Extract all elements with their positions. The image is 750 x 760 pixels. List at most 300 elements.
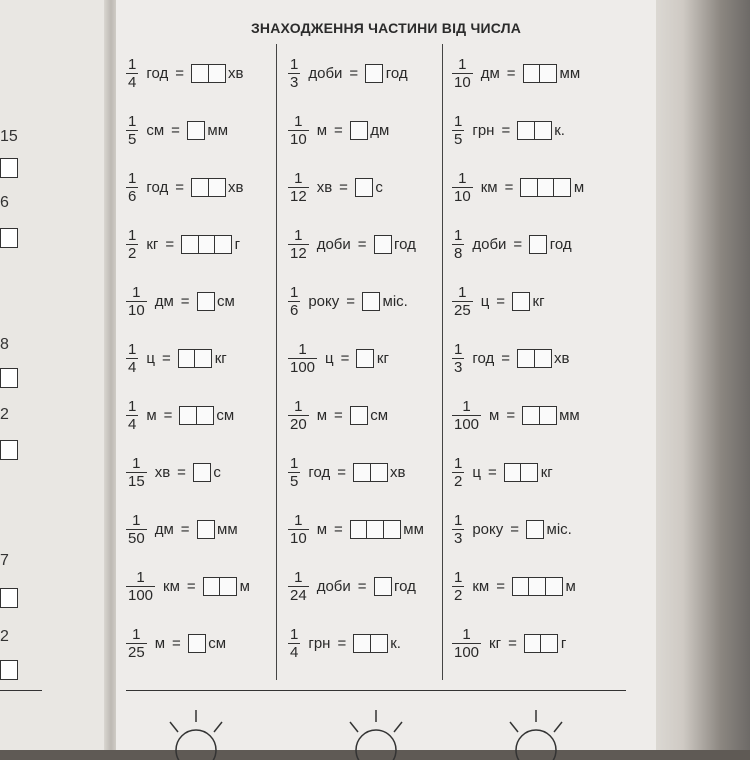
answer-boxes (203, 577, 236, 596)
fraction-denominator: 6 (128, 187, 137, 205)
fraction-numerator: 1 (294, 568, 303, 586)
unit-from: год (146, 64, 169, 82)
answer-box[interactable] (350, 406, 368, 425)
unit-from: кг (489, 634, 502, 652)
answer-box[interactable] (528, 577, 546, 596)
answer-box[interactable] (191, 178, 209, 197)
unit-to: с (213, 463, 221, 481)
unit-to: м (573, 178, 585, 196)
unit-to: см (370, 406, 389, 424)
exercise-row (452, 219, 576, 269)
unit-to: к. (390, 634, 401, 652)
fraction (288, 341, 317, 376)
equals-sign: = (337, 634, 347, 652)
unit-to: м (565, 577, 576, 595)
answer-box[interactable] (534, 349, 552, 368)
answer-boxes (355, 178, 372, 197)
exercise-row (452, 561, 580, 611)
fraction-numerator: 1 (458, 55, 467, 73)
answer-box[interactable] (197, 292, 215, 311)
fraction-numerator: 1 (128, 226, 137, 244)
unit-to: мм (207, 121, 229, 139)
exercise-row (126, 162, 248, 212)
fraction (452, 569, 464, 604)
answer-box[interactable] (191, 64, 209, 83)
exercise-row (452, 276, 549, 326)
answer-box[interactable] (374, 235, 392, 254)
unit-from: м (316, 121, 327, 139)
fraction-numerator: 1 (294, 397, 303, 415)
unit-from: року (472, 520, 504, 538)
unit-from: см (146, 121, 165, 139)
exercise-row (452, 105, 569, 155)
fraction-denominator: 50 (128, 529, 145, 547)
exercise-row (452, 447, 557, 497)
fraction (452, 227, 464, 262)
unit-from: км (163, 577, 180, 595)
fraction-numerator: 1 (128, 340, 137, 358)
sun-icon (496, 700, 576, 760)
answer-box[interactable] (370, 634, 388, 653)
answer-box[interactable] (526, 520, 544, 539)
unit-from: ц (472, 463, 481, 481)
fraction (126, 227, 138, 262)
fraction (126, 455, 147, 490)
answer-box[interactable] (350, 121, 368, 140)
unit-from: доби (308, 64, 343, 82)
exercise-row (126, 390, 238, 440)
answer-box[interactable] (365, 64, 383, 83)
answer-box[interactable] (196, 406, 214, 425)
fraction-numerator: 1 (458, 169, 467, 187)
unit-to: хв (390, 463, 406, 481)
equals-sign: = (334, 520, 343, 538)
unit-to: хв (228, 64, 244, 82)
fraction-numerator: 1 (454, 226, 463, 244)
exercise-row (452, 618, 570, 668)
unit-from: км (472, 577, 490, 595)
fraction-denominator: 3 (454, 358, 463, 376)
answer-box[interactable] (504, 463, 522, 482)
fraction-numerator: 1 (458, 283, 467, 301)
unit-to: г (560, 634, 567, 652)
fraction-numerator: 1 (128, 397, 137, 415)
answer-box[interactable] (198, 235, 216, 254)
left-page-number: 7 (0, 552, 9, 569)
unit-from: дм (480, 64, 500, 82)
answer-box[interactable] (520, 463, 538, 482)
left-page-box (0, 660, 18, 680)
fraction-denominator: 25 (128, 643, 145, 661)
left-page-number: 8 (0, 336, 9, 353)
exercise-row (126, 447, 225, 497)
exercise-row (126, 105, 232, 155)
answer-box[interactable] (553, 178, 571, 197)
answer-boxes (529, 235, 546, 254)
exercise-row (126, 561, 254, 611)
unit-from: м (316, 406, 327, 424)
unit-to: см (217, 292, 235, 310)
equals-sign: = (165, 235, 175, 253)
fraction (288, 398, 309, 433)
answer-box[interactable] (524, 634, 542, 653)
answer-box[interactable] (214, 235, 232, 254)
answer-box[interactable] (522, 406, 540, 425)
fraction-numerator: 1 (290, 283, 299, 301)
equals-sign: = (177, 463, 186, 481)
answer-box[interactable] (539, 64, 557, 83)
answer-boxes (350, 121, 367, 140)
answer-box[interactable] (353, 634, 371, 653)
unit-to: г (234, 235, 241, 253)
answer-box[interactable] (197, 520, 215, 539)
fraction-denominator: 15 (128, 472, 145, 490)
fraction (288, 512, 309, 547)
fraction (288, 170, 309, 205)
fraction-denominator: 10 (290, 529, 307, 547)
exercise-row (452, 504, 576, 554)
unit-from: м (154, 634, 165, 652)
fraction (452, 626, 481, 661)
answer-boxes (193, 463, 210, 482)
fraction-denominator: 4 (128, 415, 137, 433)
fraction-denominator: 4 (290, 643, 299, 661)
equals-sign: = (334, 406, 343, 424)
fraction (288, 569, 309, 604)
unit-to: кг (540, 463, 553, 481)
bottom-rule (126, 690, 626, 691)
answer-box[interactable] (539, 406, 557, 425)
fraction-denominator: 100 (128, 586, 154, 604)
equals-sign: = (171, 121, 180, 139)
answer-box[interactable] (193, 463, 211, 482)
equals-sign: = (175, 64, 185, 82)
answer-box[interactable] (540, 634, 558, 653)
fraction-numerator: 1 (462, 397, 471, 415)
unit-from: год (146, 178, 169, 196)
equals-sign: = (337, 463, 347, 481)
unit-from: ц (146, 349, 155, 367)
answer-box[interactable] (512, 577, 530, 596)
unit-from: год (472, 349, 495, 367)
fraction-denominator: 100 (454, 415, 480, 433)
fraction (126, 341, 138, 376)
answer-boxes (181, 235, 231, 254)
exercise-row (126, 276, 239, 326)
fraction (452, 170, 473, 205)
exercise-row (288, 219, 420, 269)
fraction (288, 626, 300, 661)
fraction (126, 284, 147, 319)
fraction (452, 56, 473, 91)
equals-sign: = (501, 121, 511, 139)
left-page-number: 2 (0, 406, 9, 423)
unit-from: ц (325, 349, 334, 367)
fraction-numerator: 1 (454, 511, 463, 529)
answer-box[interactable] (187, 121, 205, 140)
fraction (452, 512, 464, 547)
answer-box[interactable] (355, 178, 373, 197)
unit-from: доби (472, 235, 507, 253)
fraction (126, 56, 138, 91)
answer-box[interactable] (194, 349, 212, 368)
unit-to: хв (228, 178, 244, 196)
fraction (126, 113, 138, 148)
fraction (126, 170, 138, 205)
fraction-numerator: 1 (454, 454, 463, 472)
answer-boxes (520, 178, 570, 197)
fraction (288, 113, 309, 148)
unit-to: год (549, 235, 572, 253)
fraction (452, 284, 473, 319)
answer-box[interactable] (181, 235, 199, 254)
answer-boxes (191, 178, 224, 197)
unit-from: м (489, 406, 500, 424)
unit-to: см (208, 634, 227, 652)
fraction-denominator: 4 (128, 358, 137, 376)
answer-box[interactable] (517, 349, 535, 368)
unit-from: грн (308, 634, 331, 652)
exercise-row (288, 447, 410, 497)
answer-boxes (524, 634, 557, 653)
answer-boxes (512, 577, 562, 596)
answer-box[interactable] (517, 121, 535, 140)
fraction-denominator: 20 (290, 415, 307, 433)
equals-sign: = (501, 349, 511, 367)
exercise-row (452, 162, 588, 212)
answer-boxes (362, 292, 379, 311)
equals-sign: = (175, 178, 185, 196)
answer-boxes (191, 64, 224, 83)
fraction (126, 512, 147, 547)
exercise-row (288, 504, 428, 554)
unit-from: км (480, 178, 498, 196)
fraction-denominator: 3 (290, 73, 299, 91)
answer-box[interactable] (534, 121, 552, 140)
unit-from: м (316, 520, 327, 538)
equals-sign: = (510, 520, 520, 538)
exercise-row (288, 618, 405, 668)
fraction-denominator: 3 (454, 529, 463, 547)
answer-boxes (178, 349, 211, 368)
fraction (288, 56, 300, 91)
answer-box[interactable] (208, 178, 226, 197)
fraction-numerator: 1 (294, 169, 303, 187)
fraction (452, 113, 464, 148)
equals-sign: = (508, 634, 517, 652)
answer-box[interactable] (523, 64, 541, 83)
equals-sign: = (180, 520, 190, 538)
fraction-denominator: 100 (290, 358, 316, 376)
exercise-column-1 (126, 48, 296, 678)
answer-box[interactable] (188, 634, 206, 653)
fraction-numerator: 1 (294, 511, 303, 529)
unit-from: доби (316, 577, 351, 595)
fraction-numerator: 1 (128, 169, 137, 187)
equals-sign: = (506, 406, 516, 424)
exercise-column-3 (452, 48, 622, 678)
answer-box[interactable] (356, 349, 374, 368)
fraction-denominator: 24 (290, 586, 307, 604)
exercise-row (126, 333, 231, 383)
equals-sign: = (506, 64, 516, 82)
fraction (288, 455, 300, 490)
fraction-numerator: 1 (136, 568, 145, 586)
equals-sign: = (357, 577, 367, 595)
unit-to: кг (532, 292, 545, 310)
fraction (126, 398, 138, 433)
unit-to: міс. (382, 292, 408, 310)
fraction (452, 341, 464, 376)
equals-sign: = (504, 178, 514, 196)
answer-box[interactable] (179, 406, 197, 425)
unit-from: хв (154, 463, 171, 481)
unit-from: року (308, 292, 340, 310)
unit-from: год (308, 463, 331, 481)
fraction (126, 626, 147, 661)
page-title: ЗНАХОДЖЕННЯ ЧАСТИНИ ВІД ЧИСЛА (250, 20, 522, 36)
fraction-denominator: 5 (290, 472, 299, 490)
left-page-box (0, 440, 18, 460)
unit-to: год (385, 64, 408, 82)
equals-sign: = (349, 64, 359, 82)
equals-sign: = (186, 577, 196, 595)
fraction-denominator: 10 (454, 187, 471, 205)
unit-to: год (394, 235, 416, 253)
answer-boxes (504, 463, 537, 482)
answer-boxes (188, 634, 205, 653)
answer-box[interactable] (366, 520, 384, 539)
unit-from: ц (480, 292, 490, 310)
equals-sign: = (340, 349, 350, 367)
unit-from: дм (154, 292, 174, 310)
fraction-denominator: 100 (454, 643, 480, 661)
unit-to: кг (376, 349, 389, 367)
answer-box[interactable] (362, 292, 380, 311)
fraction-denominator: 10 (128, 301, 145, 319)
unit-to: хв (554, 349, 570, 367)
unit-to: см (216, 406, 235, 424)
background-edge (654, 0, 750, 750)
fraction-numerator: 1 (132, 454, 141, 472)
fraction-denominator: 25 (454, 301, 471, 319)
fraction-numerator: 1 (298, 340, 307, 358)
fraction-numerator: 1 (294, 226, 303, 244)
fraction-denominator: 5 (454, 130, 463, 148)
fraction-numerator: 1 (290, 454, 299, 472)
answer-boxes (374, 235, 391, 254)
answer-box[interactable] (219, 577, 237, 596)
answer-box[interactable] (545, 577, 563, 596)
fraction-denominator: 5 (128, 130, 137, 148)
answer-boxes (517, 349, 550, 368)
fraction (452, 398, 481, 433)
answer-boxes (353, 463, 386, 482)
answer-boxes (350, 406, 367, 425)
equals-sign: = (496, 577, 505, 595)
unit-to: мм (559, 406, 580, 424)
equals-sign: = (334, 121, 343, 139)
answer-boxes (517, 121, 550, 140)
answer-box[interactable] (203, 577, 221, 596)
fraction-denominator: 2 (128, 244, 137, 262)
answer-boxes (197, 292, 214, 311)
equals-sign: = (496, 292, 506, 310)
fraction (288, 227, 309, 262)
answer-box[interactable] (353, 463, 371, 482)
left-page-rule (0, 690, 42, 691)
left-page-number: 6 (0, 194, 9, 211)
fraction-numerator: 1 (462, 625, 471, 643)
unit-from: кг (146, 235, 159, 253)
left-page-box (0, 158, 18, 178)
fraction-denominator: 10 (454, 73, 471, 91)
fraction (126, 569, 155, 604)
unit-from: м (146, 406, 157, 424)
left-page-number: 15 (0, 128, 18, 145)
answer-boxes (374, 577, 391, 596)
sun-icon (156, 700, 236, 760)
fraction-numerator: 1 (128, 55, 137, 73)
answer-box[interactable] (383, 520, 401, 539)
equals-sign: = (180, 292, 190, 310)
exercise-row (288, 162, 387, 212)
exercise-row (288, 276, 412, 326)
unit-to: мм (559, 64, 581, 82)
unit-to: с (375, 178, 383, 196)
answer-box[interactable] (512, 292, 530, 311)
answer-box[interactable] (370, 463, 388, 482)
fraction-denominator: 12 (290, 244, 307, 262)
answer-boxes (187, 121, 204, 140)
answer-box[interactable] (529, 235, 547, 254)
exercise-row (126, 504, 242, 554)
fraction-numerator: 1 (294, 112, 303, 130)
exercise-row (288, 561, 420, 611)
answer-boxes (522, 406, 555, 425)
equals-sign: = (339, 178, 348, 196)
unit-to: год (394, 577, 416, 595)
unit-to: кг (214, 349, 227, 367)
fraction (288, 284, 300, 319)
answer-box[interactable] (350, 520, 368, 539)
answer-box[interactable] (208, 64, 226, 83)
fraction-numerator: 1 (454, 568, 463, 586)
answer-box[interactable] (537, 178, 555, 197)
fraction-numerator: 1 (132, 625, 141, 643)
fraction-denominator: 2 (454, 586, 463, 604)
fraction-denominator: 6 (290, 301, 299, 319)
equals-sign: = (357, 235, 367, 253)
answer-box[interactable] (520, 178, 538, 197)
answer-box[interactable] (374, 577, 392, 596)
exercise-row (288, 48, 412, 98)
unit-from: грн (472, 121, 495, 139)
equals-sign: = (172, 634, 181, 652)
fraction-numerator: 1 (290, 625, 299, 643)
fraction-denominator: 12 (290, 187, 307, 205)
answer-box[interactable] (178, 349, 196, 368)
answer-boxes (353, 634, 386, 653)
answer-boxes (526, 520, 543, 539)
exercise-column-2 (288, 48, 458, 678)
answer-boxes (512, 292, 529, 311)
answer-boxes (350, 520, 400, 539)
fraction-denominator: 10 (290, 130, 307, 148)
unit-to: міс. (546, 520, 572, 538)
unit-from: хв (316, 178, 333, 196)
unit-from: дм (154, 520, 174, 538)
